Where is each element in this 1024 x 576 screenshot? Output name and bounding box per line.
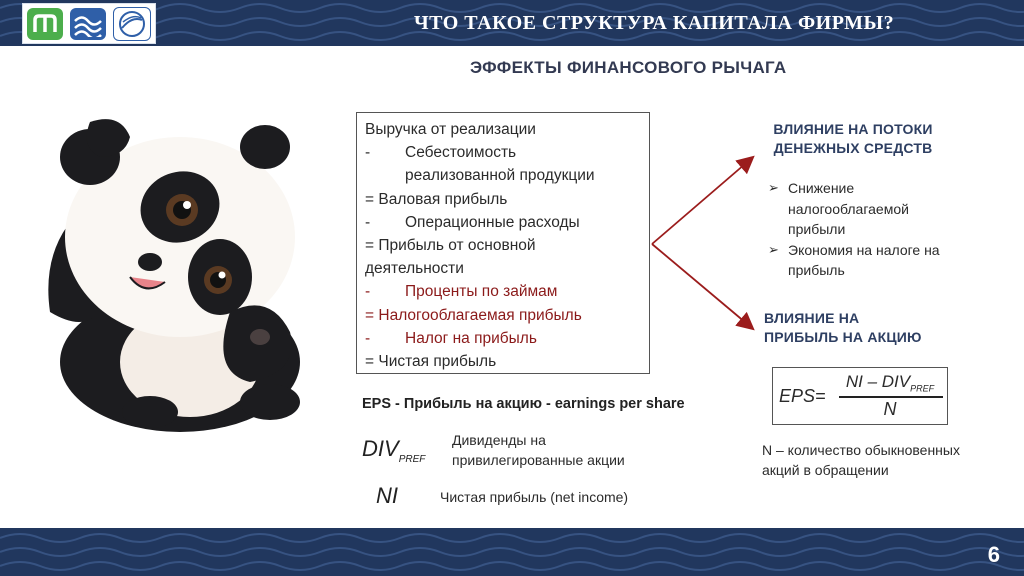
formula-lhs: EPS= (779, 386, 826, 406)
header-band (0, 0, 1024, 46)
fraction-bar (839, 396, 943, 398)
n-definition: N – количество обыкновенных акций в обращении (762, 442, 960, 478)
statement-line: = Валовая прибыль (365, 190, 508, 208)
logo-strip (22, 3, 156, 44)
footer-band (0, 528, 1024, 576)
logo-emblem-icon (113, 7, 151, 41)
slide-title: ЧТО ТАКОЕ СТРУКТУРА КАПИТАЛА ФИРМЫ? (414, 12, 895, 34)
income-statement-box (356, 112, 650, 374)
logo-pi-icon (27, 8, 63, 40)
statement-line: = Налогооблагаемая прибыль (365, 306, 582, 324)
div-pref-description: Дивиденды на привилегированные акции (452, 432, 625, 468)
statement-line: - Налог на прибыль (365, 329, 537, 347)
eps-formula (772, 367, 948, 425)
branch-arrows (640, 140, 760, 340)
formula-numerator: NI – $DIV_{PREF}$ (845, 372, 935, 394)
formula-denominator: N (883, 399, 897, 419)
list-item: ➢ Снижение налогооблагаемой прибыли (768, 180, 909, 237)
arrow-up (652, 158, 752, 244)
chevron-right-icon: ➢ (768, 180, 779, 195)
wave-pattern (0, 528, 1024, 576)
statement-line: Выручка от реализации (365, 121, 536, 138)
list-item: ➢ Экономия на налоге на прибыль (768, 241, 940, 278)
arrow-down (652, 244, 752, 328)
logo-waves-icon (70, 8, 106, 40)
statement-line: = Прибыль от основной (365, 237, 536, 255)
cash-flow-heading: ВЛИЯНИЕ НА ПОТОКИ ДЕНЕЖНЫХ СРЕДСТВ (773, 121, 933, 156)
cash-flow-list (768, 178, 940, 281)
chevron-right-icon: ➢ (768, 241, 779, 257)
statement-line: - Проценты по займам (365, 283, 558, 301)
statement-line: деятельности (365, 260, 464, 278)
div-pref-symbol: $DIV_{PREF}$ (362, 436, 426, 465)
statement-line: = Чистая прибыль (365, 353, 497, 371)
section-subtitle: ЭФФЕКТЫ ФИНАНСОВОГО РЫЧАГА (470, 58, 787, 77)
eps-definition: EPS - Прибыль на акцию - earnings per share (362, 396, 685, 412)
ni-symbol: NI (376, 483, 398, 508)
statement-line: реализованной продукции (405, 167, 595, 185)
eps-heading: ВЛИЯНИЕ НА ПРИБЫЛЬ НА АКЦИЮ (764, 310, 922, 345)
ni-description: Чистая прибыль (net income) (440, 489, 629, 505)
page-number: 6 (987, 542, 1000, 567)
panda-illustration (30, 112, 330, 432)
statement-line: - Себестоимость (365, 144, 517, 162)
statement-line: - Операционные расходы (365, 213, 580, 231)
